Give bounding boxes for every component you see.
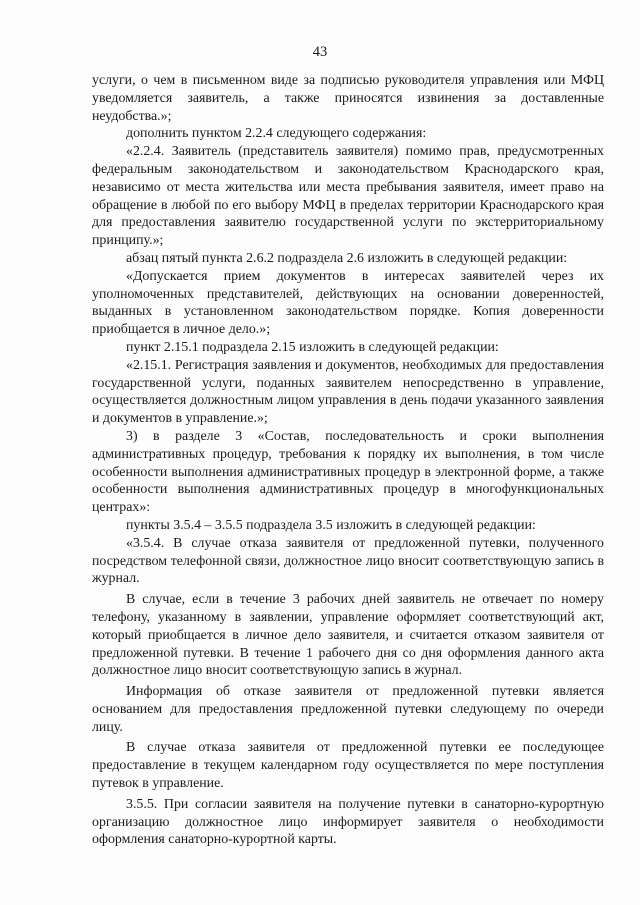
paragraph: пункты 3.5.4 – 3.5.5 подраздела 3.5 изложить в следующей редакции: [126,517,536,533]
body-text [92,72,604,849]
paragraph: абзац пятый пункта 2.6.2 подраздела 2.6 изложить в следующей редакции: [126,250,568,266]
paragraph: «2.2.4. Заявитель (представитель заявителя) помимо прав, предусмотренных федеральным законодательством и законодательством Краснодарского края, независимо от места жительства или места пребывания заявителя, имеет право на обращение в любой по его выбору МФЦ в пределах территории Краснодарского края для предоставления заявителю государственной услуги по экстерриториальному принципу.»; [92,144,604,249]
paragraph: «3.5.4. В случае отказа заявителя от предложенной путевки, полученного посредством телефонной связи, должностное лицо вносит соответствующую запись в журнал. [92,535,604,587]
paragraph: В случае, если в течение 3 рабочих дней заявитель не отвечает по номеру телефону, указанному в заявлении, управление оформляет соответствующий акт, который приобщается в личное дело заявителя, и считается отказом заявителя от предложенной путевки. В течение 1 рабочего дня со дня оформления данного акта должностное лицо вносит соответствующую запись в журнал. [92,592,604,679]
paragraph: 3) в разделе 3 «Состав, последовательность и сроки выполнения административных процедур, требования к порядку их выполнения, в том числе особенности выполнения административных процедур в электронной форме, а также особенности выполнения административных процедур в многофункциональных центрах»: [92,428,604,516]
paragraph: услуги, о чем в письменном виде за подписью руководителя управления или МФЦ уведомляется заявитель, а также приносятся извинения за доставленные неудобства.»; [92,73,604,124]
paragraph: В случае отказа заявителя от предложенной путевки ее последующее предоставление в текущем календарном году осуществляется по мере поступления путевок в управление. [92,740,604,792]
paragraph: «2.15.1. Регистрация заявления и документов, необходимых для предоставления государственной услуги, поданных заявителем непосредственно в управление, осуществляется должностным лицом управления в день подачи указанного заявления и документов в управление.»; [92,357,604,427]
paragraph: дополнить пунктом 2.2.4 следующего содержания: [126,126,427,142]
page-number: 43 [312,44,328,60]
paragraph: «Допускается прием документов в интересах заявителей через их уполномоченных представителей, действующих на основании доверенностей, выданных в установленном законодательством порядке. Копия доверенности приобщается в личное дело.»; [92,268,604,338]
paragraph: 3.5.5. При согласии заявителя на получение путевки в санаторно-курортную организацию должностное лицо информирует заявителя о необходимости оформления санаторно-курортной карты. [92,796,604,848]
paragraph: Информация об отказе заявителя от предложенной путевки является основанием для предоставления предложенной путевки следующему по очереди лицу. [92,684,604,735]
paragraph: пункт 2.15.1 подраздела 2.15 изложить в следующей редакции: [126,339,499,355]
